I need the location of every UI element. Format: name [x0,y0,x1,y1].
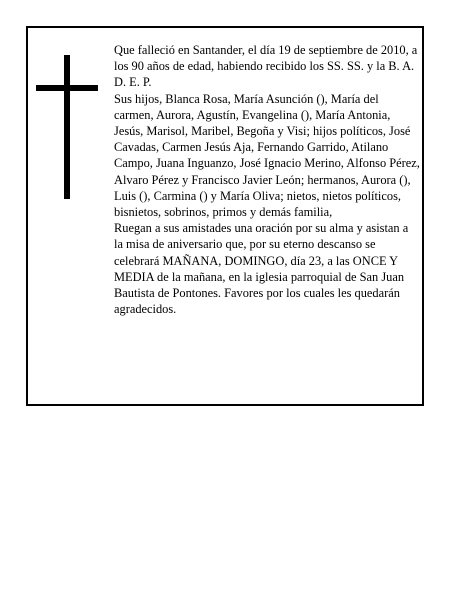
notice-text [114,42,420,317]
cross-vertical-bar [64,55,70,199]
notice-request: Ruegan a sus amistades una oración por su alma y asistan a la misa de aniversario que, por su eterno descanso se celebrará MAÑANA, DOMINGO, día 23, a las ONCE Y MEDIA de la mañana, en la iglesia parroquial de San Juan Bautista de Pontones. Favores por los cuales les quedarán agradecidos. [114,221,409,317]
notice-rip: D. E. P. [114,75,152,90]
cross-horizontal-bar [36,85,98,91]
notice-family: Sus hijos, Blanca Rosa, María Asunción (), María del carmen, Aurora, Agustín, Evangelina (), María Antonia, Jesús, Marisol, Maribel, Begoña y Visi; hijos políticos, José Cavadas, Carmen Jesús Aja, Fernando Garrido, Atilano Campo, Juana Inguanzo, José Ignacio Merino, Alfonso Pérez, Alvaro Pérez y Francisco Javier León; hermanos, Aurora (), Luis (), Carmina () y María Oliva; nietos, nietos políticos, bisnietos, sobrinos, primos y demás familia, [114,91,420,220]
obituary-notice [26,26,424,406]
notice-intro: Que falleció en Santander, el día 19 de septiembre de 2010, a los 90 años de edad, habiendo recibido los SS. SS. y la B. A. [114,43,418,74]
cross-icon [36,55,98,199]
